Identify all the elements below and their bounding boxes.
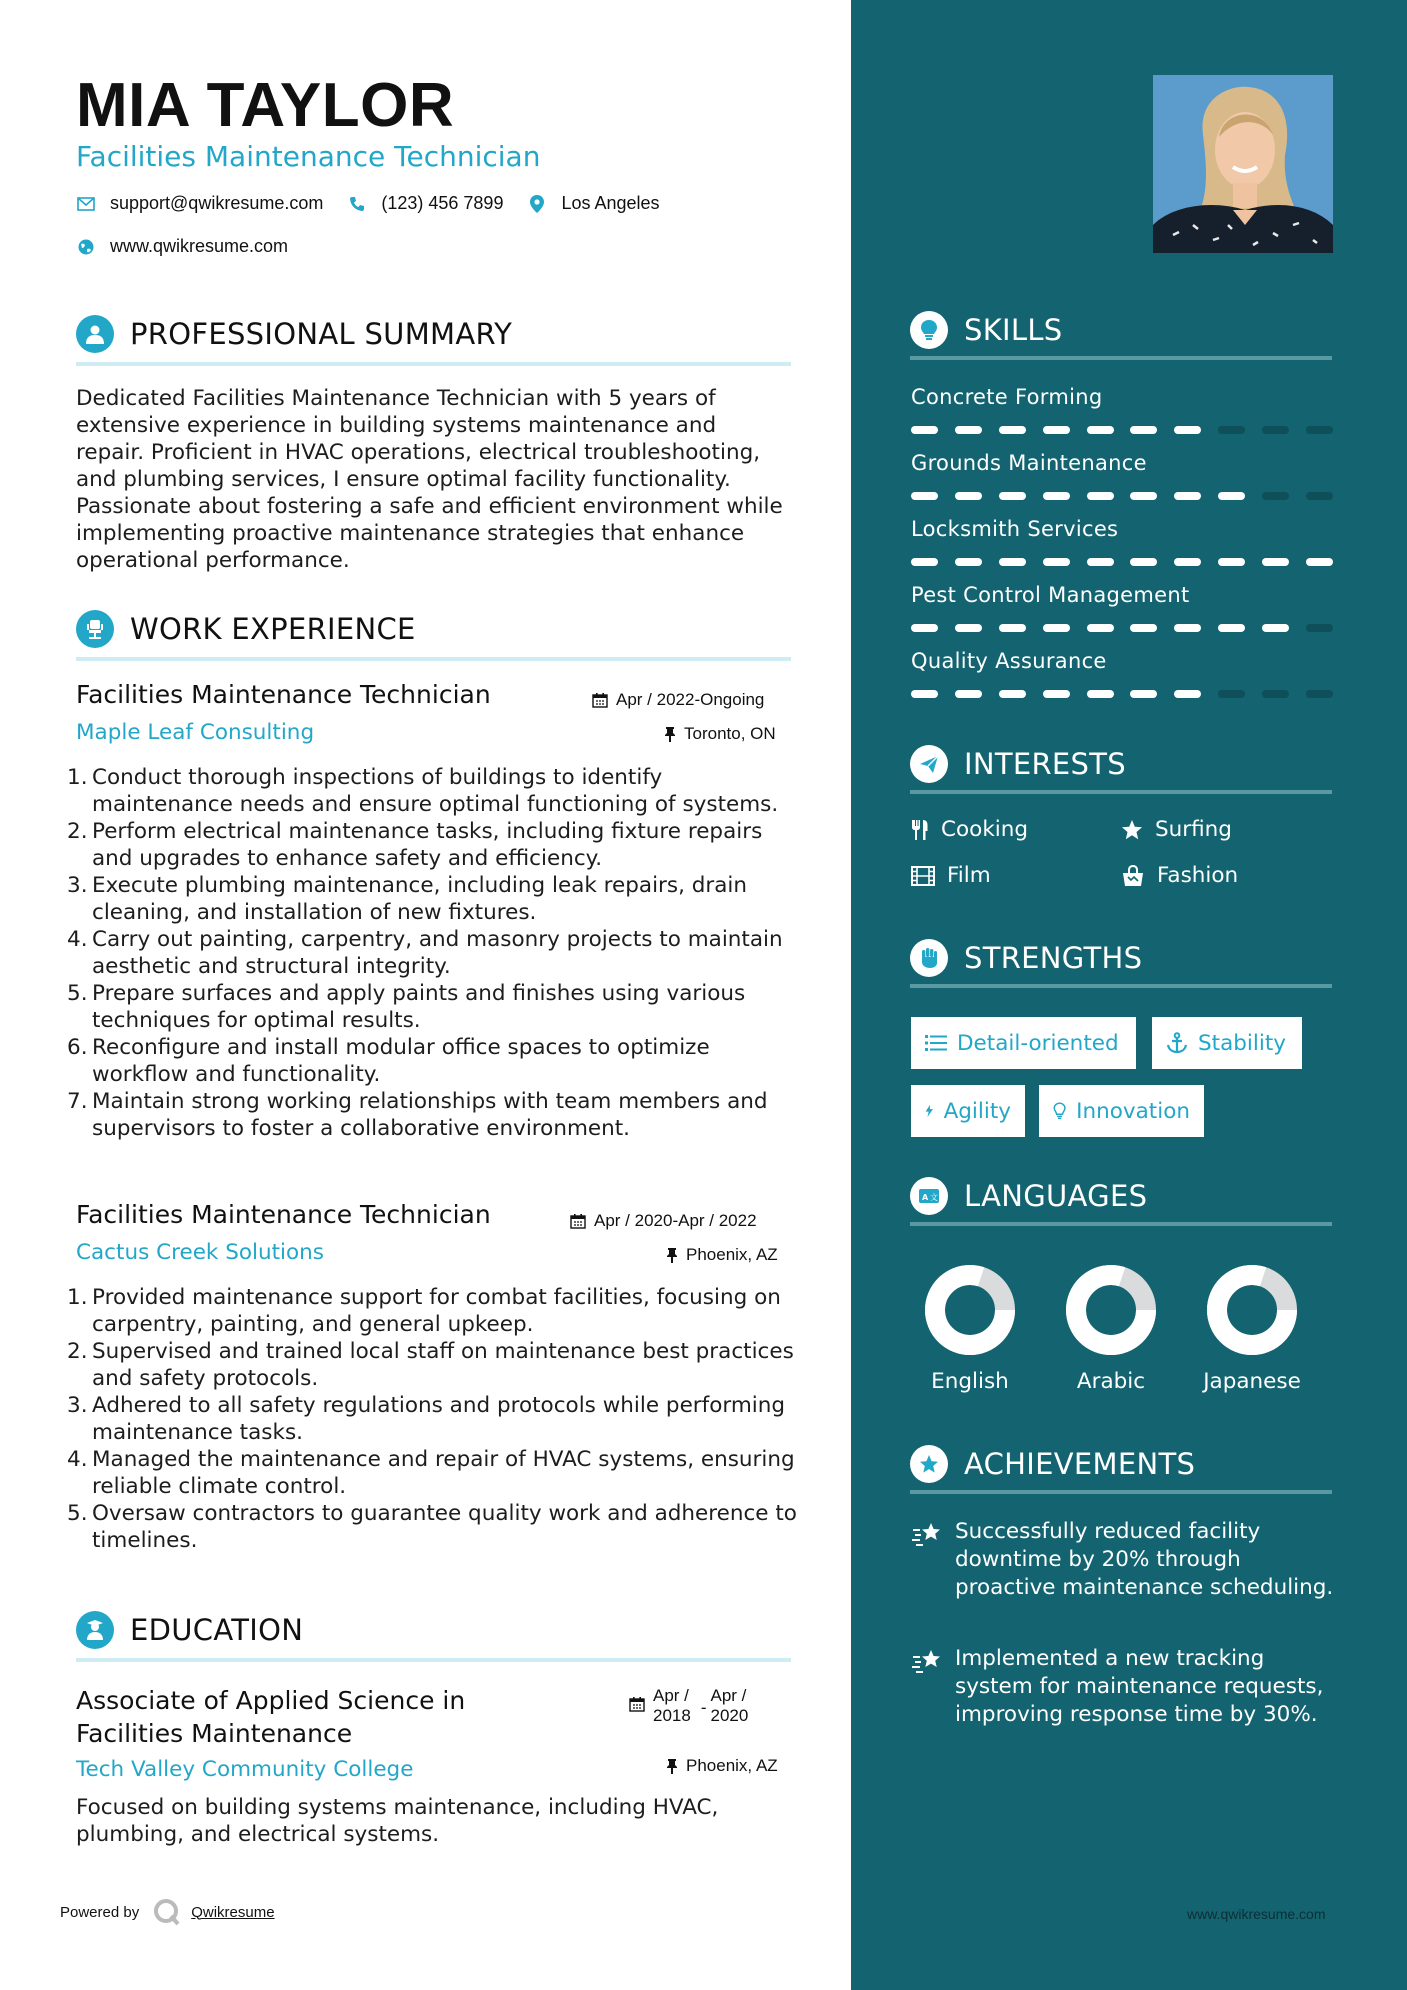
language-japanese [1197,1255,1307,1394]
contact-row-2 [76,236,312,257]
skill-segment [1306,624,1333,632]
list-item: Reconfigure and install modular office spaces to optimize workflow and functionality. [92,1035,710,1087]
skill-segment [1043,558,1070,566]
list-item: Maintain strong working relationships with team members and supervisors to foster a collaborative environment. [92,1089,768,1141]
skill-segment [1130,492,1157,500]
skill-segment [955,558,982,566]
edu-start-month: Apr / [653,1686,689,1705]
strength-innovation-label: Innovation [1076,1098,1190,1124]
phone-text: (123) 456 7899 [381,193,504,213]
skill-segment [1218,492,1245,500]
achievement-2-text: Implemented a new tracking system for maintenance requests, improving response time by 30%. [955,1646,1324,1727]
degree-line-1: Associate of Applied Science in [76,1686,466,1715]
achievements-heading [910,1444,1332,1494]
email-text: support@qwikresume.com [110,193,324,213]
job-2-bullets [70,1284,800,1554]
skills-heading [910,310,1332,360]
skill-segment [1130,426,1157,434]
summary-title: PROFESSIONAL SUMMARY [130,317,513,351]
job-2-dates-text: Apr / 2020-Apr / 2022 [594,1211,757,1230]
skill-segment [999,690,1026,698]
skill-segment [1087,690,1114,698]
contact-location [527,193,659,214]
achievement-1-text: Successfully reduced facility downtime by 20% through proactive maintenance scheduling. [955,1519,1334,1600]
education-location-text: Phoenix, AZ [686,1756,778,1775]
list-item: Execute plumbing maintenance, including leak repairs, drain cleaning, and installation of new fixtures. [92,873,748,925]
skill-bar-3 [911,558,1333,566]
skill-name-2: Grounds Maintenance [911,451,1147,475]
user-icon [76,315,114,353]
skill-segment [911,558,938,566]
phone-icon [347,194,367,214]
skill-segment [955,426,982,434]
strength-detail-oriented-label: Detail-oriented [957,1030,1119,1056]
strengths-heading [910,938,1332,988]
list-item: Prepare surfaces and apply paints and finishes using various techniques for optimal results. [92,981,746,1033]
language-arabic [1056,1255,1166,1394]
strength-detail-oriented [911,1017,1136,1069]
skill-segment [911,492,938,500]
list-item: Perform electrical maintenance tasks, including fixture repairs and upgrades to enhance safety and efficiency. [92,819,763,871]
skill-segment [911,624,938,632]
skill-name-3: Locksmith Services [911,517,1119,541]
interest-surfing-label: Surfing [1155,817,1232,842]
film-icon [911,866,935,886]
skill-segment [1174,558,1201,566]
skill-bar-1 [911,426,1333,434]
skill-segment [1262,624,1289,632]
calendar-icon [629,1696,645,1712]
list-item: Adhered to all safety regulations and protocols while performing maintenance tasks. [92,1393,786,1445]
graduation-icon [76,1611,114,1649]
pin-icon [666,1247,678,1263]
job-2-company: Cactus Creek Solutions [76,1240,325,1265]
skill-segment [1262,690,1289,698]
language-arabic-label: Arabic [1076,1369,1146,1394]
skill-segment [999,624,1026,632]
shooting-star-icon [911,1520,945,1548]
pin-icon [664,726,676,742]
education-title: EDUCATION [130,1613,304,1647]
globe-icon [76,237,96,257]
interest-fashion-label: Fashion [1157,863,1239,888]
education-heading [76,1610,791,1662]
skill-segment [999,492,1026,500]
job-1-location-text: Toronto, ON [684,724,776,743]
skill-segment [1262,426,1289,434]
skill-segment [1087,624,1114,632]
skill-name-5: Quality Assurance [911,649,1107,673]
education-dates [629,1686,748,1726]
experience-title: WORK EXPERIENCE [130,612,416,646]
envelope-icon [76,194,96,214]
skill-bar-4 [911,624,1333,632]
language-japanese-chart [1197,1255,1307,1365]
interest-fashion [1121,863,1238,888]
list-item: Provided maintenance support for combat facilities, focusing on carpentry, painting, and general upkeep. [92,1285,781,1337]
job-2-location-text: Phoenix, AZ [686,1245,778,1264]
pin-icon [666,1758,678,1774]
skill-segment [1218,558,1245,566]
skill-segment [1306,426,1333,434]
strengths-title: STRENGTHS [964,941,1143,975]
strength-agility-label: Agility [943,1098,1011,1124]
degree-title [76,1684,465,1750]
skill-segment [1043,690,1070,698]
interest-film [911,863,991,888]
skill-segment [1043,624,1070,632]
interest-surfing [1121,817,1232,842]
skill-bar-2 [911,492,1333,500]
skill-segment [955,690,982,698]
experience-heading [76,609,791,661]
language-japanese-label: Japanese [1203,1369,1301,1394]
award-star-icon [910,1445,948,1483]
skill-segment [955,492,982,500]
list-item: Oversaw contractors to guarantee quality work and adherence to timelines. [92,1501,797,1553]
education-description: Focused on building systems maintenance, including HVAC, plumbing, and electrical systems. [76,1795,719,1847]
list-item: Carry out painting, carpentry, and masonry projects to maintain aesthetic and structural integrity. [92,927,783,979]
skill-segment [1174,690,1201,698]
skill-segment [1174,426,1201,434]
brand-link[interactable]: Qwikresume [191,1903,275,1921]
shooting-star-icon [911,1647,945,1675]
powered-by [60,1898,275,1926]
skill-segment [1306,558,1333,566]
skill-name-4: Pest Control Management [911,583,1190,607]
skill-segment [999,558,1026,566]
skill-segment [1218,624,1245,632]
skill-segment [1174,624,1201,632]
list-item: Conduct thorough inspections of buildings to identify maintenance needs and ensure optimal functioning of systems. [92,765,779,817]
achievement-2 [911,1645,1341,1729]
list-item: Managed the maintenance and repair of HVAC systems, ensuring reliable climate control. [92,1447,795,1499]
skill-segment [1306,492,1333,500]
strength-agility [911,1085,1025,1137]
interest-cooking [911,817,1028,842]
strength-stability [1152,1017,1302,1069]
footer-website[interactable]: www.qwikresume.com [1187,1906,1326,1922]
job-1-dates-text: Apr / 2022-Ongoing [616,690,765,709]
cutlery-icon [911,819,929,841]
list-icon [925,1034,947,1052]
edu-end-month: Apr / [710,1686,747,1705]
location-text: Los Angeles [561,193,660,213]
list-item: Supervised and trained local staff on maintenance best practices and safety protocols. [92,1339,794,1391]
language-english [915,1255,1025,1394]
summary-heading [76,314,791,366]
strength-innovation [1039,1085,1204,1137]
interest-film-label: Film [947,863,991,888]
contact-row-1 [76,193,684,214]
achievement-1 [911,1518,1341,1602]
strength-stability-label: Stability [1198,1030,1286,1056]
achievements-title: ACHIEVEMENTS [964,1447,1196,1481]
skill-segment [1130,558,1157,566]
language-english-label: English [931,1369,1009,1394]
skill-bar-5 [911,690,1333,698]
job-1-bullets [70,764,800,1142]
bolt-icon [925,1100,934,1122]
profile-photo [1153,75,1333,253]
skill-segment [1174,492,1201,500]
powered-by-text: Powered by [60,1903,140,1921]
edu-start-year: 2018 [653,1706,691,1725]
skill-segment [1306,690,1333,698]
language-icon [910,1177,948,1215]
calendar-icon [592,692,608,708]
language-arabic-chart [1056,1255,1166,1365]
interest-cooking-label: Cooking [941,817,1029,842]
lightbulb-icon [1053,1100,1066,1122]
contact-email[interactable] [76,193,323,214]
skill-segment [1262,492,1289,500]
skill-segment [1087,492,1114,500]
school-name: Tech Valley Community College [76,1757,414,1782]
skill-segment [999,426,1026,434]
languages-title: LANGUAGES [964,1179,1148,1213]
interests-title: INTERESTS [964,747,1126,781]
star-icon [1121,819,1143,841]
degree-line-2: Facilities Maintenance [76,1719,353,1748]
svg-text:文: 文 [930,1193,938,1202]
education-location [666,1756,1347,1776]
skill-segment [1087,426,1114,434]
skill-segment [1262,558,1289,566]
skill-segment [1043,426,1070,434]
skill-segment [1218,426,1245,434]
skill-segment [1130,624,1157,632]
skill-name-1: Concrete Forming [911,385,1103,409]
job-1-title: Facilities Maintenance Technician [76,680,491,709]
edu-end-year: 2020 [710,1706,749,1725]
date-dash: - [700,1698,707,1717]
calendar-icon [570,1213,586,1229]
skill-segment [1218,690,1245,698]
fashion-icon [1121,865,1145,887]
languages-heading [910,1176,1332,1226]
contact-phone[interactable] [347,193,503,214]
svg-text:A: A [922,1193,929,1202]
skill-segment [1130,690,1157,698]
map-marker-icon [527,194,547,214]
fist-icon [910,939,948,977]
skills-title: SKILLS [964,313,1063,347]
contact-website[interactable] [76,236,288,257]
skill-segment [1043,492,1070,500]
skill-segment [911,426,938,434]
lightbulb-icon [910,311,948,349]
candidate-name: MIA TAYLOR [76,71,455,140]
language-english-chart [915,1255,1025,1365]
paper-plane-icon [910,745,948,783]
candidate-title: Facilities Maintenance Technician [76,140,541,173]
job-2-title: Facilities Maintenance Technician [76,1200,491,1229]
skill-segment [1087,558,1114,566]
website-text: www.qwikresume.com [110,236,289,256]
anchor-icon [1166,1032,1188,1054]
job-1-location [664,724,1347,744]
interests-heading [910,744,1332,794]
skill-segment [911,690,938,698]
job-1-company: Maple Leaf Consulting [76,720,315,745]
office-chair-icon [76,610,114,648]
skill-segment [955,624,982,632]
qwikresume-logo-icon [153,1898,181,1926]
summary-text: Dedicated Facilities Maintenance Technician with 5 years of extensive experience in building systems maintenance and repair. Proficient in HVAC operations, electrical troubleshooting, and plumbing services, I ensure optimal facility functionality. Passionate about fostering a safe and efficient environment while implementing proactive maintenance strategies that enhance operational performance. [76,386,783,573]
